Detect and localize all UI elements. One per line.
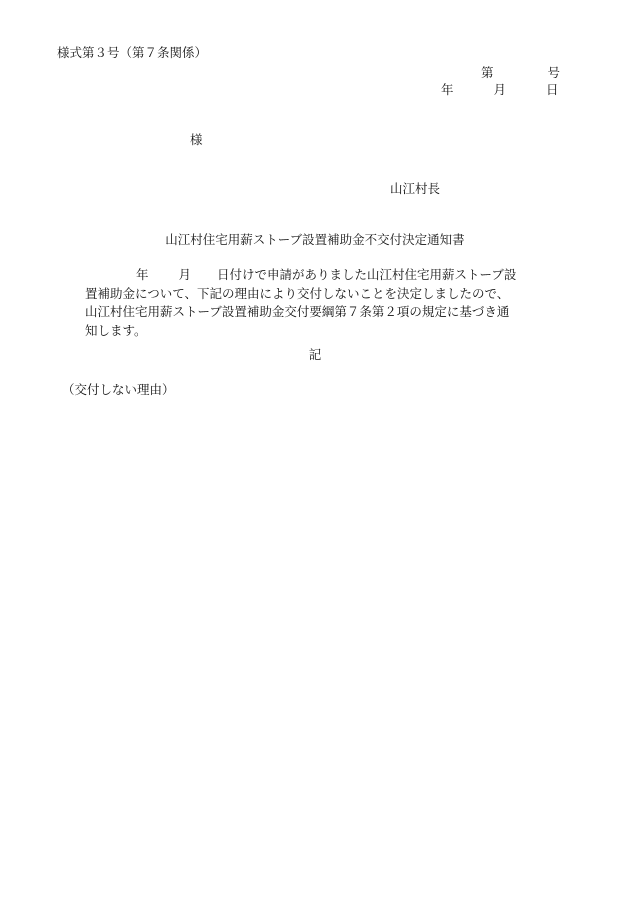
document-date xyxy=(441,84,559,97)
doc-number-suffix: 号 xyxy=(547,65,561,80)
date-day: 日 xyxy=(546,82,559,97)
body-month: 月 xyxy=(178,267,192,282)
ki-heading: 記 xyxy=(308,347,322,362)
body-line-3: 山江村住宅用薪ストーブ設置補助金交付要綱第７条第２項の規定に基づき通 xyxy=(85,304,510,319)
body-line-1 xyxy=(85,266,555,285)
doc-number-prefix: 第 xyxy=(481,65,494,80)
document-title: 山江村住宅用薪ストーブ設置補助金不交付決定通知書 xyxy=(165,232,465,247)
reason-label: （交付しない理由） xyxy=(62,382,175,397)
sender-name: 山江村長 xyxy=(390,181,441,196)
body-line-1-text: 日付けで申請がありました山江村住宅用薪ストーブ設 xyxy=(217,267,517,282)
form-number: 様式第３号（第７条関係） xyxy=(57,45,208,60)
date-year: 年 xyxy=(441,82,454,97)
addressee: 様 xyxy=(190,132,203,147)
date-month: 月 xyxy=(493,82,507,97)
document-number xyxy=(481,67,560,80)
body-year: 年 xyxy=(136,267,149,282)
body-line-4: 知します。 xyxy=(85,322,147,338)
body-line-2: 置補助金について、下記の理由により交付しないことを決定しましたので、 xyxy=(85,285,510,301)
body-paragraph xyxy=(85,266,555,340)
